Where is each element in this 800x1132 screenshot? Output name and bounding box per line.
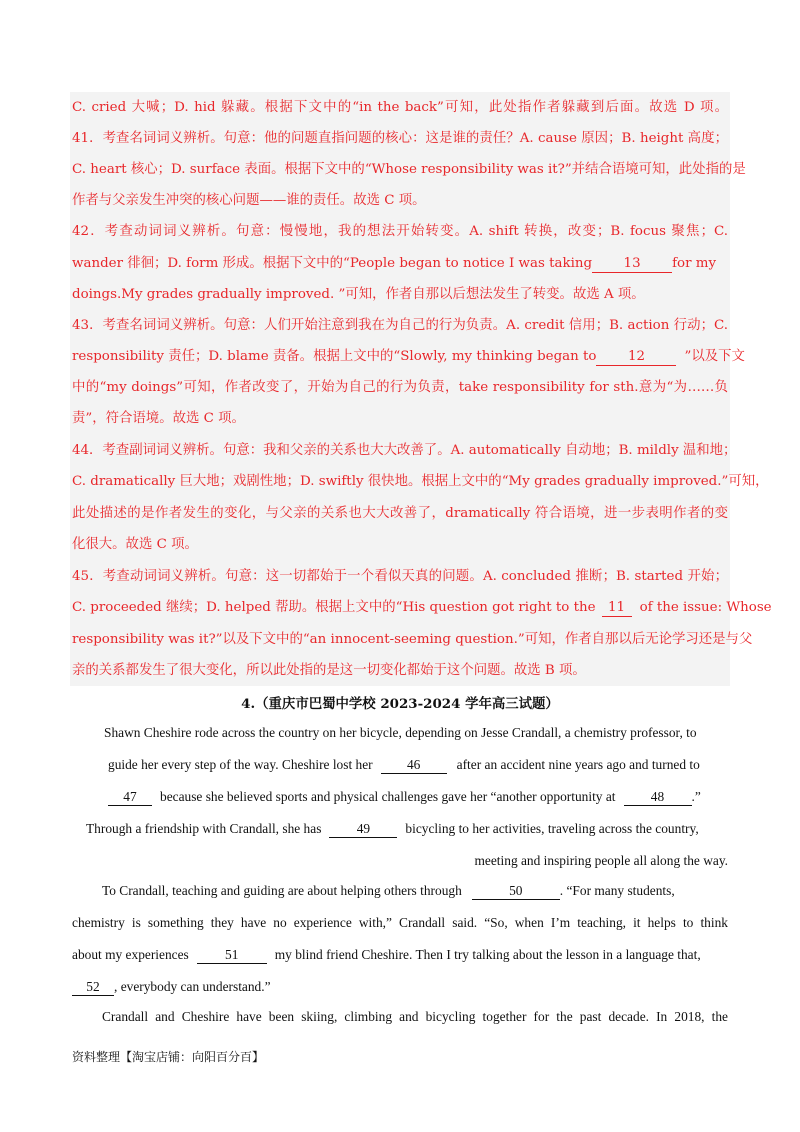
passage-line <box>102 881 675 901</box>
answer-line <box>72 347 745 367</box>
passage-blank: 51 <box>197 947 267 964</box>
passage-text: Through a friendship with Crandall, she has <box>86 821 322 836</box>
passage-line <box>72 945 701 965</box>
passage-blank: 52 <box>72 979 114 996</box>
answer-line: 化很大。故选 C 项。 <box>72 537 198 552</box>
answer-line: 41．考查名词词义辨析。句意：他的问题直指问题的核心：这是谁的责任？A. cause 原因；B. height 高度； <box>72 131 728 146</box>
passage-text: guide her every step of the way. Cheshire lost her <box>108 757 373 772</box>
passage-text: . “For many students, <box>559 883 675 898</box>
passage-line <box>108 787 701 807</box>
answer-line: 作者与父亲发生冲突的核心问题——谁的责任。故选 C 项。 <box>72 193 426 208</box>
passage-blank: 49 <box>329 821 397 838</box>
answer-blank: 13 <box>592 256 672 273</box>
answer-text: wander 徘徊；D. form 形成。根据下文中的“People began to notice I was taking <box>72 256 593 271</box>
passage-line <box>72 977 271 997</box>
passage-text: my blind friend Cheshire. Then I try talking about the lesson in a language that, <box>274 947 701 962</box>
answer-line: C. heart 核心；D. surface 表面。根据下文中的“Whose responsibility was it?”并结合语境可知，此处指的是 <box>72 162 746 177</box>
answer-line: 责”，符合语境。故选 C 项。 <box>72 411 245 426</box>
answer-text: for my <box>672 256 717 271</box>
answer-line: 此处描述的是作者发生的变化，与父亲的关系也大大改善了，dramatically 符合语境，进一步表明作者的变 <box>72 506 728 521</box>
passage-text: bicycling to her activities, traveling across the country, <box>405 821 699 836</box>
passage-line <box>86 819 699 839</box>
passage-blank: 50 <box>472 883 560 900</box>
passage-text: because she believed sports and physical challenges gave her “another opportunity at <box>160 789 616 804</box>
answer-line <box>72 598 772 618</box>
answer-line: 44．考查副词词义辨析。句意：我和父亲的关系也大大改善了。A. automatically 自动地；B. mildly 温和地； <box>72 443 737 458</box>
passage-blank: 48 <box>624 789 692 806</box>
passage-blank: 46 <box>381 757 447 774</box>
passage-text: after an accident nine years ago and turned to <box>456 757 700 772</box>
footer-credit: 资料整理【淘宝店铺：向阳百分百】 <box>72 1050 265 1064</box>
answer-line: 中的“my doings”可知，作者改变了，开始为自己的行为负责，take responsibility for sth.意为“为……负 <box>72 380 728 395</box>
passage-line: chemistry is something they have no experience with,” Crandall said. “So, when I’m teaching, it helps to think <box>72 915 728 930</box>
answer-line: 亲的关系都发生了很大变化，所以此处指的是这一切变化都始于这个问题。故选 B 项。 <box>72 663 586 678</box>
answer-blank: 12 <box>596 349 676 366</box>
answer-text: ”以及下文 <box>684 349 745 364</box>
answer-text: of the issue: Whose <box>639 600 772 615</box>
answer-line: 45．考查动词词义辨析。句意：这一切都始于一个看似天真的问题。A. concluded 推断；B. started 开始； <box>72 569 728 584</box>
answer-line: responsibility was it?”以及下文中的“an innocent-seeming question.”可知，作者自那以后无论学习还是与父 <box>72 632 753 647</box>
passage-text: about my experiences <box>72 947 189 962</box>
answer-text: responsibility 责任；D. blame 责备。根据上文中的“Slowly, my thinking began to <box>72 349 597 364</box>
passage-blank: 47 <box>108 789 152 806</box>
answer-line: 43．考查名词词义辨析。句意：人们开始注意到我在为自己的行为负责。A. credit 信用；B. action 行动；C. <box>72 318 728 333</box>
passage-line: Crandall and Cheshire have been skiing, climbing and bicycling together for the past decade. In 2018, the <box>102 1009 728 1024</box>
answer-text: C. proceeded 继续；D. helped 帮助。根据上文中的“His question got right to the <box>72 600 596 615</box>
answer-line: C. dramatically 巨大地；戏剧性地；D. swiftly 很快地。根据上文中的“My grades gradually improved.”可知， <box>72 474 769 489</box>
section-heading: 4.（重庆市巴蜀中学校 2023-2024 学年高三试题） <box>241 696 559 712</box>
passage-line: meeting and inspiring people all along the way. <box>474 853 728 868</box>
answer-blank: 11 <box>602 600 632 617</box>
passage-text: To Crandall, teaching and guiding are about helping others through <box>102 883 462 898</box>
passage-text: , everybody can understand.” <box>114 979 271 994</box>
answer-line <box>72 254 728 274</box>
answer-line: 42．考查动词词义辨析。句意：慢慢地，我的想法开始转变。A. shift 转换，改变；B. focus 聚焦；C. <box>72 224 728 239</box>
answer-line: C. cried 大喊；D. hid 躲藏。根据下文中的“in the back”可知，此处指作者躲藏到后面。故选 D 项。 <box>72 100 728 115</box>
passage-line <box>108 755 700 775</box>
passage-line: Shawn Cheshire rode across the country on her bicycle, depending on Jesse Crandall, a chemistry professor, to <box>104 725 697 740</box>
passage-text: .” <box>691 789 701 804</box>
answer-line: doings.My grades gradually improved. ”可知，作者自那以后想法发生了转变。故选 A 项。 <box>72 287 645 302</box>
